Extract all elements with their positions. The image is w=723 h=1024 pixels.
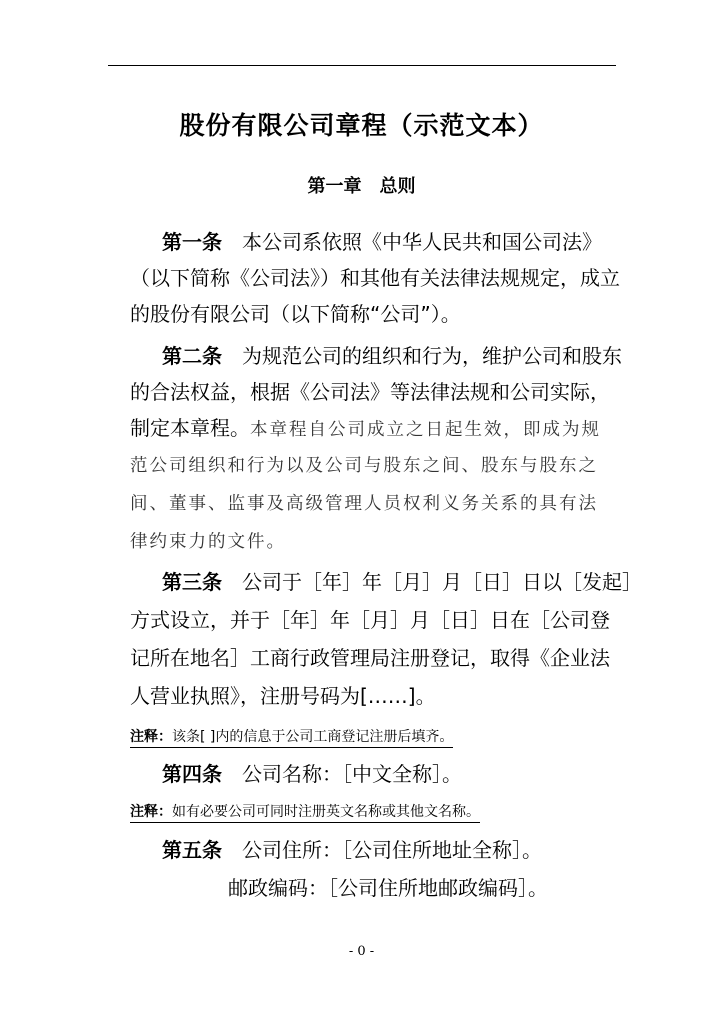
article-2-line-4: 范公司组织和行为以及公司与股东之间、股东与股东之	[130, 456, 598, 476]
document-title: 股份有限公司章程（示范文本）	[179, 111, 544, 140]
article-5-line-2: 邮政编码：［公司住所地邮政编码］。	[228, 876, 548, 900]
article-1-line-1	[162, 228, 602, 256]
page-number: - 0 -	[348, 944, 375, 959]
article-1-text: 本公司系依照《中华人民共和国公司法》	[242, 230, 602, 254]
article-1-line-3: 的股份有限公司（以下简称“公司”）。	[130, 302, 461, 326]
chapter-heading: 第一章 总则	[307, 176, 416, 197]
article-2-heading: 第二条	[162, 344, 222, 368]
note-label: 注释：	[130, 804, 172, 820]
article-5-text: 公司住所：［公司住所地址全称］。	[242, 838, 542, 862]
article-1-line-2: （以下简称《公司法》）和其他有关法律法规规定，成立	[130, 266, 620, 290]
article-3-line-4: 人营业执照》，注册号码为[……]。	[130, 684, 436, 708]
article-2-line-6: 律约束力的文件。	[130, 532, 286, 552]
article-4-line-1	[162, 760, 462, 788]
article-2-line-5: 间、董事、监事及高级管理人员权利义务关系的具有法	[130, 494, 598, 514]
article-3-line-1	[162, 568, 642, 596]
article-3-text: 公司于［年］年［月］月［日］日以［发起］	[242, 570, 642, 594]
note-text: 该条[ ]内的信息于公司工商登记注册后填齐。	[172, 729, 454, 745]
article-3-heading: 第三条	[162, 570, 222, 594]
article-3-line-3: 记所在地名］工商行政管理局注册登记，取得《企业法	[130, 646, 610, 670]
article-2-line-3	[130, 414, 601, 444]
article-5-line-1	[162, 836, 542, 864]
article-2-line-2: 的合法权益，根据《公司法》等法律法规和公司实际，	[130, 380, 610, 404]
article-2-text: 为规范公司的组织和行为，维护公司和股东	[242, 344, 622, 368]
note-text: 如有必要公司可同时注册英文名称或其他文名称。	[172, 804, 480, 820]
article-3-line-2: 方式设立，并于［年］年［月］月［日］日在［公司登	[130, 608, 610, 632]
article-4-heading: 第四条	[162, 762, 222, 786]
header-rule	[108, 65, 616, 66]
article-2-line-1	[162, 342, 622, 370]
article-2-inserted-text: 本章程自公司成立之日起生效，即成为规	[250, 420, 601, 440]
article-1-heading: 第一条	[162, 230, 222, 254]
article-2-text-b: 制定本章程。	[130, 416, 250, 440]
article-4-text: 公司名称：［中文全称］。	[242, 762, 462, 786]
note-article-4	[130, 801, 480, 823]
article-5-heading: 第五条	[162, 838, 222, 862]
note-label: 注释：	[130, 729, 172, 745]
note-article-3	[130, 726, 453, 748]
